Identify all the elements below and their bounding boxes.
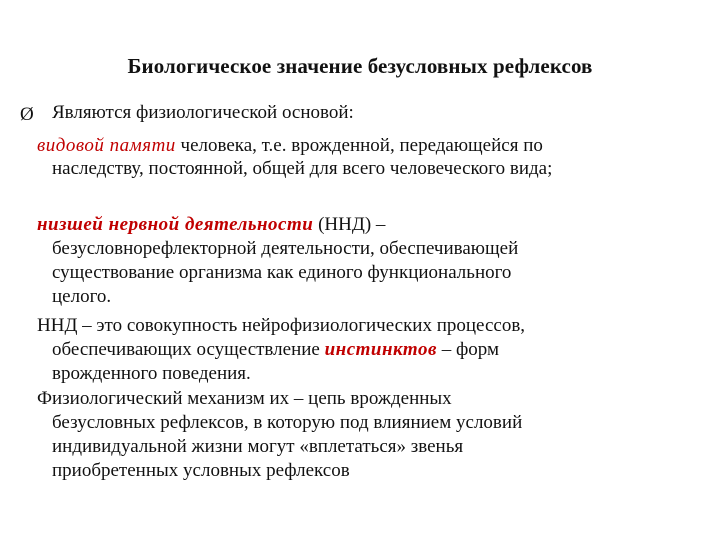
p3-line-1: ННД – это совокупность нейрофизиологических процессов, [37,315,526,336]
p3-line-2-text: обеспечивающих осуществление [52,339,325,360]
p2-line-3: существование организма как единого функционального [52,262,512,283]
p2-line-1-text: (ННД) – [313,214,386,235]
p2-line-4: целого. [52,286,112,307]
p4-line-1: Физиологический механизм их – цепь врожденных [37,388,452,409]
p4-line-4: приобретенных условных рефлексов [52,460,350,481]
term-lower-nervous-activity: низшей нервной деятельности [37,214,314,235]
term-species-memory: видовой памяти [37,135,176,156]
p3-line-2-tail: – форм [436,339,499,360]
p3-line-3: врожденного поведения. [52,363,251,384]
slide-title: Биологическое значение безусловных рефлексов [127,54,593,78]
p1-line-1-text: человека, т.е. врожденной, передающейся по [175,135,543,156]
p1-line-2: наследству, постоянной, общей для всего человеческого вида; [52,158,553,179]
arrow-bullet-icon: Ø [20,104,34,125]
p4-line-3: индивидуальной жизни могут «вплетаться» звенья [52,436,464,457]
p2-line-2: безусловнорефлекторной деятельности, обеспечивающей [52,238,519,259]
p1-line-1 [37,134,543,158]
p4-line-2: безусловных рефлексов, в которую под влиянием условий [52,412,523,433]
term-instincts: инстинктов [324,339,437,360]
p3-line-2 [52,338,499,362]
p2-line-1 [37,213,385,237]
intro-line: Являются физиологической основой: [52,102,354,123]
